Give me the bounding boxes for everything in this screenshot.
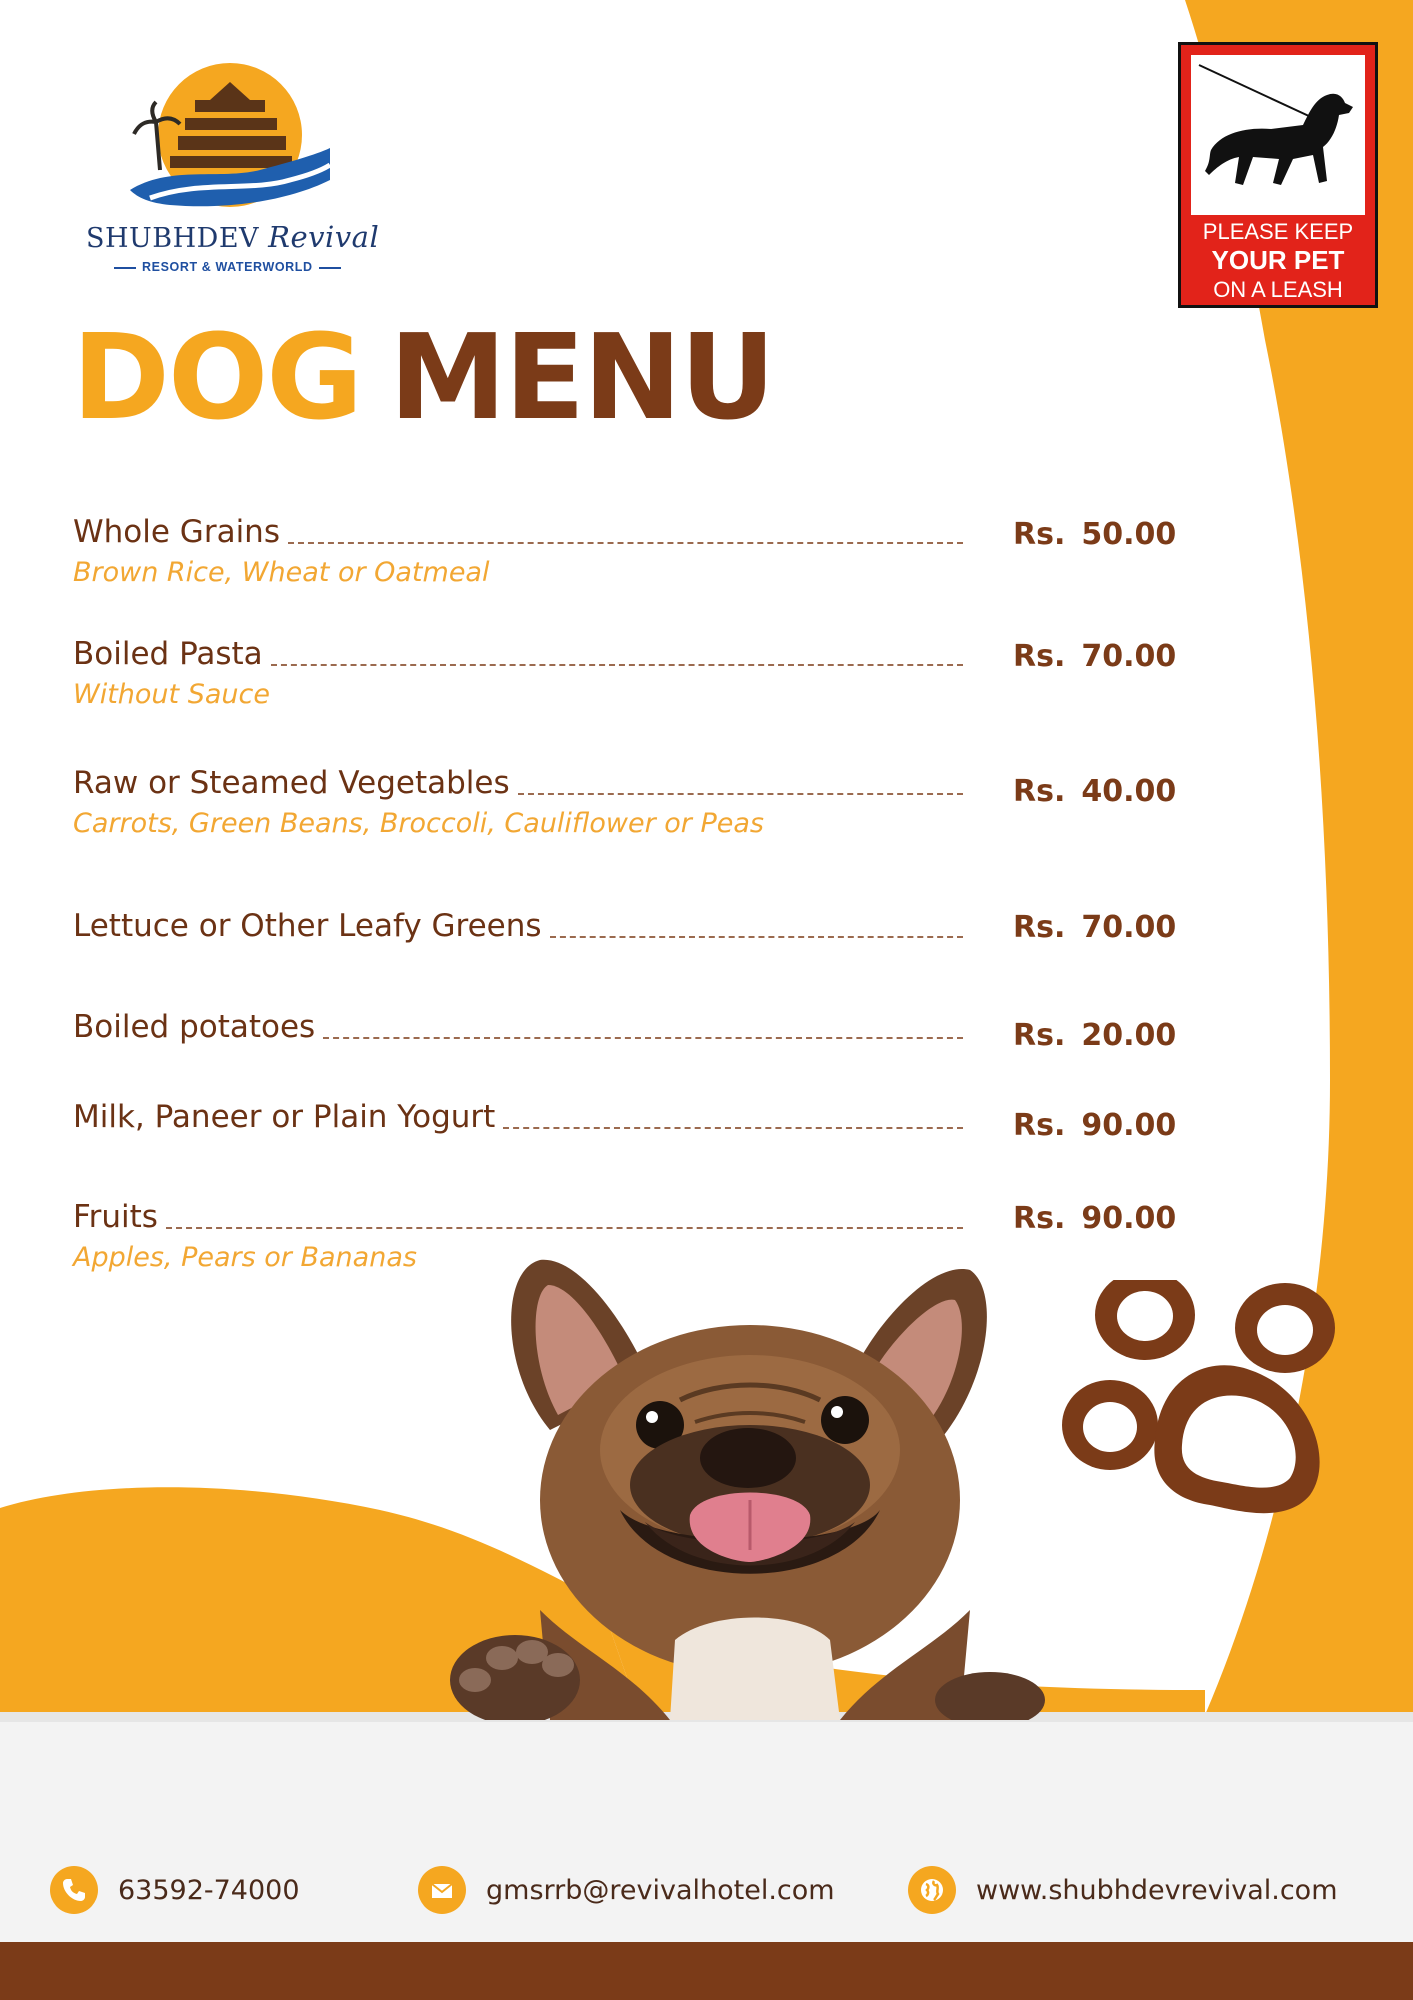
dog-on-leash-icon [1191, 55, 1365, 215]
menu-item-price [1013, 1108, 1176, 1143]
menu-item-name: Boiled Pasta [73, 636, 263, 672]
menu-item-desc: Without Sauce [73, 678, 270, 710]
price-currency: Rs. [1013, 1018, 1066, 1053]
footer-bar [0, 1942, 1413, 2000]
contact-email[interactable] [418, 1855, 835, 1925]
price-value: 40.00 [1081, 774, 1177, 809]
menu-item [73, 766, 963, 839]
menu-item-name: Milk, Paneer or Plain Yogurt [73, 1099, 496, 1135]
menu-item-price [1013, 1018, 1176, 1053]
menu-item-price [1013, 910, 1176, 945]
menu-item-desc: Apples, Pears or Bananas [73, 1241, 417, 1273]
menu-item-name: Raw or Steamed Vegetables [73, 765, 510, 801]
brand-subtitle: RESORT & WATERWORLD [108, 260, 347, 274]
menu-item-name: Lettuce or Other Leafy Greens [73, 908, 542, 944]
menu-item [73, 637, 963, 710]
bulldog-image [430, 1250, 1080, 1720]
menu-item-leader [503, 1127, 963, 1129]
page-title [72, 308, 774, 446]
contact-phone-text: 63592-74000 [118, 1874, 300, 1906]
paw-icon [1060, 1280, 1380, 1530]
price-currency: Rs. [1013, 910, 1066, 945]
brand-logo [80, 60, 380, 285]
price-value: 90.00 [1081, 1201, 1177, 1236]
price-currency: Rs. [1013, 1108, 1066, 1143]
sign-line-2: YOUR PET [1211, 245, 1345, 275]
contact-row [0, 1855, 1413, 1925]
price-value: 50.00 [1081, 517, 1177, 552]
menu-item [73, 1010, 963, 1046]
globe-icon [908, 1866, 956, 1914]
menu-item-price [1013, 639, 1176, 674]
menu-item-desc: Carrots, Green Beans, Broccoli, Cauliflower or Peas [73, 807, 764, 839]
price-value: 70.00 [1081, 639, 1177, 674]
price-currency: Rs. [1013, 1201, 1066, 1236]
resort-logo-icon [130, 60, 330, 220]
brand-name-text: SHUBHDEV [86, 223, 260, 254]
contact-phone[interactable] [50, 1855, 300, 1925]
menu-item-leader [323, 1037, 963, 1039]
brand-name-script: Revival [268, 220, 380, 254]
menu-item-leader [550, 936, 963, 938]
menu-item-name: Boiled potatoes [73, 1009, 316, 1045]
contact-website-text: www.shubhdevrevival.com [976, 1874, 1338, 1906]
menu-item-leader [518, 793, 963, 795]
sign-image-area [1191, 55, 1365, 215]
price-value: 20.00 [1081, 1018, 1177, 1053]
price-currency: Rs. [1013, 774, 1066, 809]
menu-item-name: Fruits [73, 1199, 158, 1235]
menu-item-leader [271, 664, 963, 666]
contact-website[interactable] [908, 1855, 1338, 1925]
price-value: 70.00 [1081, 910, 1177, 945]
menu-item-price [1013, 774, 1176, 809]
menu-item [73, 1100, 963, 1136]
sign-line-1: PLEASE KEEP [1202, 219, 1354, 244]
menu-item-name: Whole Grains [73, 514, 280, 550]
contact-email-text: gmsrrb@revivalhotel.com [486, 1874, 835, 1906]
price-currency: Rs. [1013, 639, 1066, 674]
menu-item-price [1013, 1201, 1176, 1236]
menu-item-leader [288, 542, 963, 544]
brand-name [86, 220, 386, 254]
leash-sign [1178, 42, 1378, 308]
title-word-dog: DOG [72, 308, 362, 446]
phone-icon [50, 1866, 98, 1914]
price-value: 90.00 [1081, 1108, 1177, 1143]
sign-line-3: ON A LEASH [1213, 277, 1343, 302]
menu-item-price [1013, 517, 1176, 552]
sign-text [1181, 217, 1375, 304]
menu-item [73, 515, 963, 588]
menu-item-desc: Brown Rice, Wheat or Oatmeal [73, 556, 490, 588]
title-word-menu: MENU [389, 308, 774, 446]
menu-item-leader [166, 1227, 963, 1229]
price-currency: Rs. [1013, 517, 1066, 552]
menu-item [73, 909, 963, 945]
email-icon [418, 1866, 466, 1914]
